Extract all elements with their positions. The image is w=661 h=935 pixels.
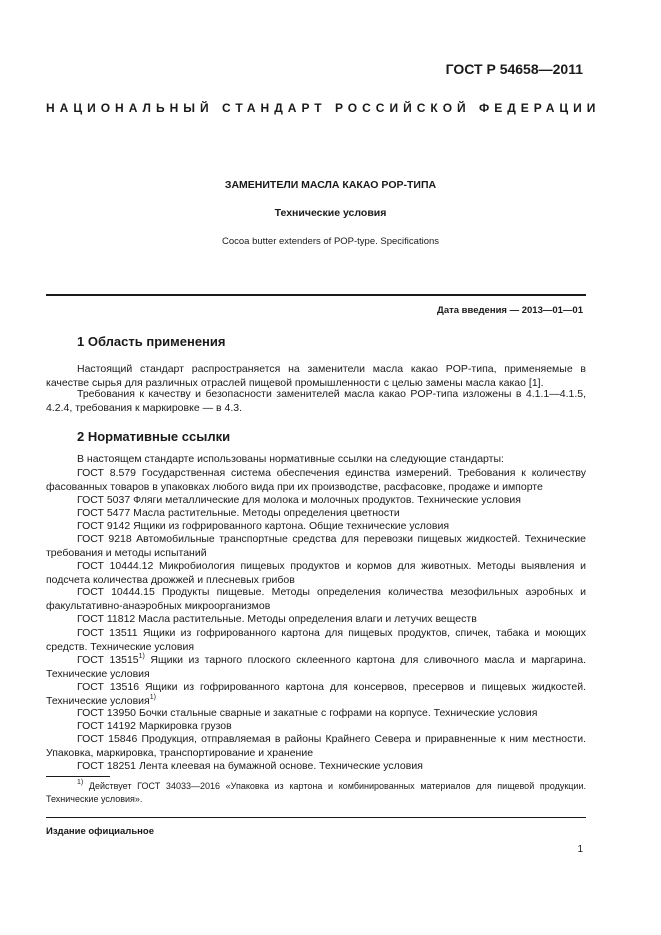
- page-number: 1: [577, 844, 583, 855]
- reference-gost-8-579: ГОСТ 8.579 Государственная система обеспечения единства измерений. Требования к количеству фасованных товаров в упаковках любого вида при их производстве, расфасовке, продаже и импорте: [46, 467, 586, 493]
- reference-gost-18251: ГОСТ 18251 Лента клеевая на бумажной основе. Технические условия: [77, 760, 423, 772]
- introduction-date: Дата введения — 2013—01—01: [437, 305, 583, 316]
- top-divider: [46, 294, 586, 296]
- section-1-heading: 1 Область применения: [77, 334, 226, 349]
- national-standard-banner: НАЦИОНАЛЬНЫЙ СТАНДАРТ РОССИЙСКОЙ ФЕДЕРАЦИИ: [46, 101, 601, 115]
- section-1-paragraph-1: Настоящий стандарт распространяется на заменители масла какао POP-типа, применяемые в качестве сырья для различных отраслей пищевой промышленности с целью замены масла какао [1].: [46, 363, 586, 389]
- reference-gost-13511: ГОСТ 13511 Ящики из гофрированного картона для пищевых продуктов, спичек, табака и моющих средств. Технические условия: [46, 627, 586, 653]
- section-1-paragraph-2: Требования к качеству и безопасности заменителей масла какао POP-типа изложены в 4.1.1—4.1.5, 4.2.4, требования к маркировке — в 4.3.: [46, 388, 586, 414]
- official-edition-label: Издание официальное: [46, 826, 154, 837]
- doc-code: ГОСТ Р 54658—2011: [445, 61, 583, 77]
- section-2-intro: В настоящем стандарте использованы нормативные ссылки на следующие стандарты:: [77, 453, 504, 465]
- footnote-text: Действует ГОСТ 34033—2016 «Упаковка из картона и комбинированных материалов для пищевой продукции. Технические условия».: [46, 781, 586, 804]
- document-title: ЗАМЕНИТЕЛИ МАСЛА КАКАО POP-ТИПА: [224, 179, 437, 191]
- section-2-heading: 2 Нормативные ссылки: [77, 429, 231, 444]
- reference-gost-13516: [46, 680, 586, 708]
- footnote-marker: 1): [138, 653, 145, 660]
- reference-gost-11812: ГОСТ 11812 Масла растительные. Методы определения влаги и летучих веществ: [77, 613, 477, 625]
- reference-gost-13515-code: ГОСТ 13515: [77, 654, 139, 666]
- reference-gost-13516-text: ГОСТ 13516 Ящики из гофрированного картона для консервов, пресервов и пищевых жидкостей. Технические условия: [46, 681, 586, 707]
- reference-gost-10444-15: ГОСТ 10444.15 Продукты пищевые. Методы определения количества мезофильных аэробных и факультативно-анаэробных микроорганизмов: [46, 586, 586, 612]
- reference-gost-14192: ГОСТ 14192 Маркировка грузов: [77, 720, 232, 732]
- reference-gost-9142: ГОСТ 9142 Ящики из гофрированного картона. Общие технические условия: [77, 520, 450, 532]
- footnote-marker: 1): [149, 694, 156, 701]
- footnote: [46, 780, 586, 806]
- reference-gost-5477: ГОСТ 5477 Масла растительные. Методы определения цветности: [77, 507, 400, 519]
- reference-gost-13515: [46, 653, 586, 681]
- reference-gost-13950: ГОСТ 13950 Бочки стальные сварные и закатные с гофрами на корпусе. Технические условия: [77, 707, 538, 719]
- english-title: Cocoa butter extenders of POP-type. Specifications: [221, 236, 440, 247]
- reference-gost-9218: ГОСТ 9218 Автомобильные транспортные средства для перевозки пищевых жидкостей. Технические требования и методы испытаний: [46, 533, 586, 559]
- reference-gost-15846: ГОСТ 15846 Продукция, отправляемая в районы Крайнего Севера и приравненные к ним местности. Упаковка, маркировка, транспортирование и хранение: [46, 733, 586, 759]
- reference-gost-13515-text: Ящики из тарного плоского склеенного картона для сливочного масла и маргарина. Технические условия: [46, 654, 586, 680]
- footnote-divider: [46, 776, 110, 777]
- reference-gost-10444-12: ГОСТ 10444.12 Микробиология пищевых продуктов и кормов для животных. Методы выявления и подсчета количества дрожжей и плесневых грибов: [46, 560, 586, 586]
- footnote-marker: 1): [77, 779, 84, 786]
- bottom-divider: [46, 817, 586, 818]
- document-subtitle: Технические условия: [274, 207, 387, 219]
- reference-gost-5037: ГОСТ 5037 Фляги металлические для молока и молочных продуктов. Технические условия: [77, 494, 521, 506]
